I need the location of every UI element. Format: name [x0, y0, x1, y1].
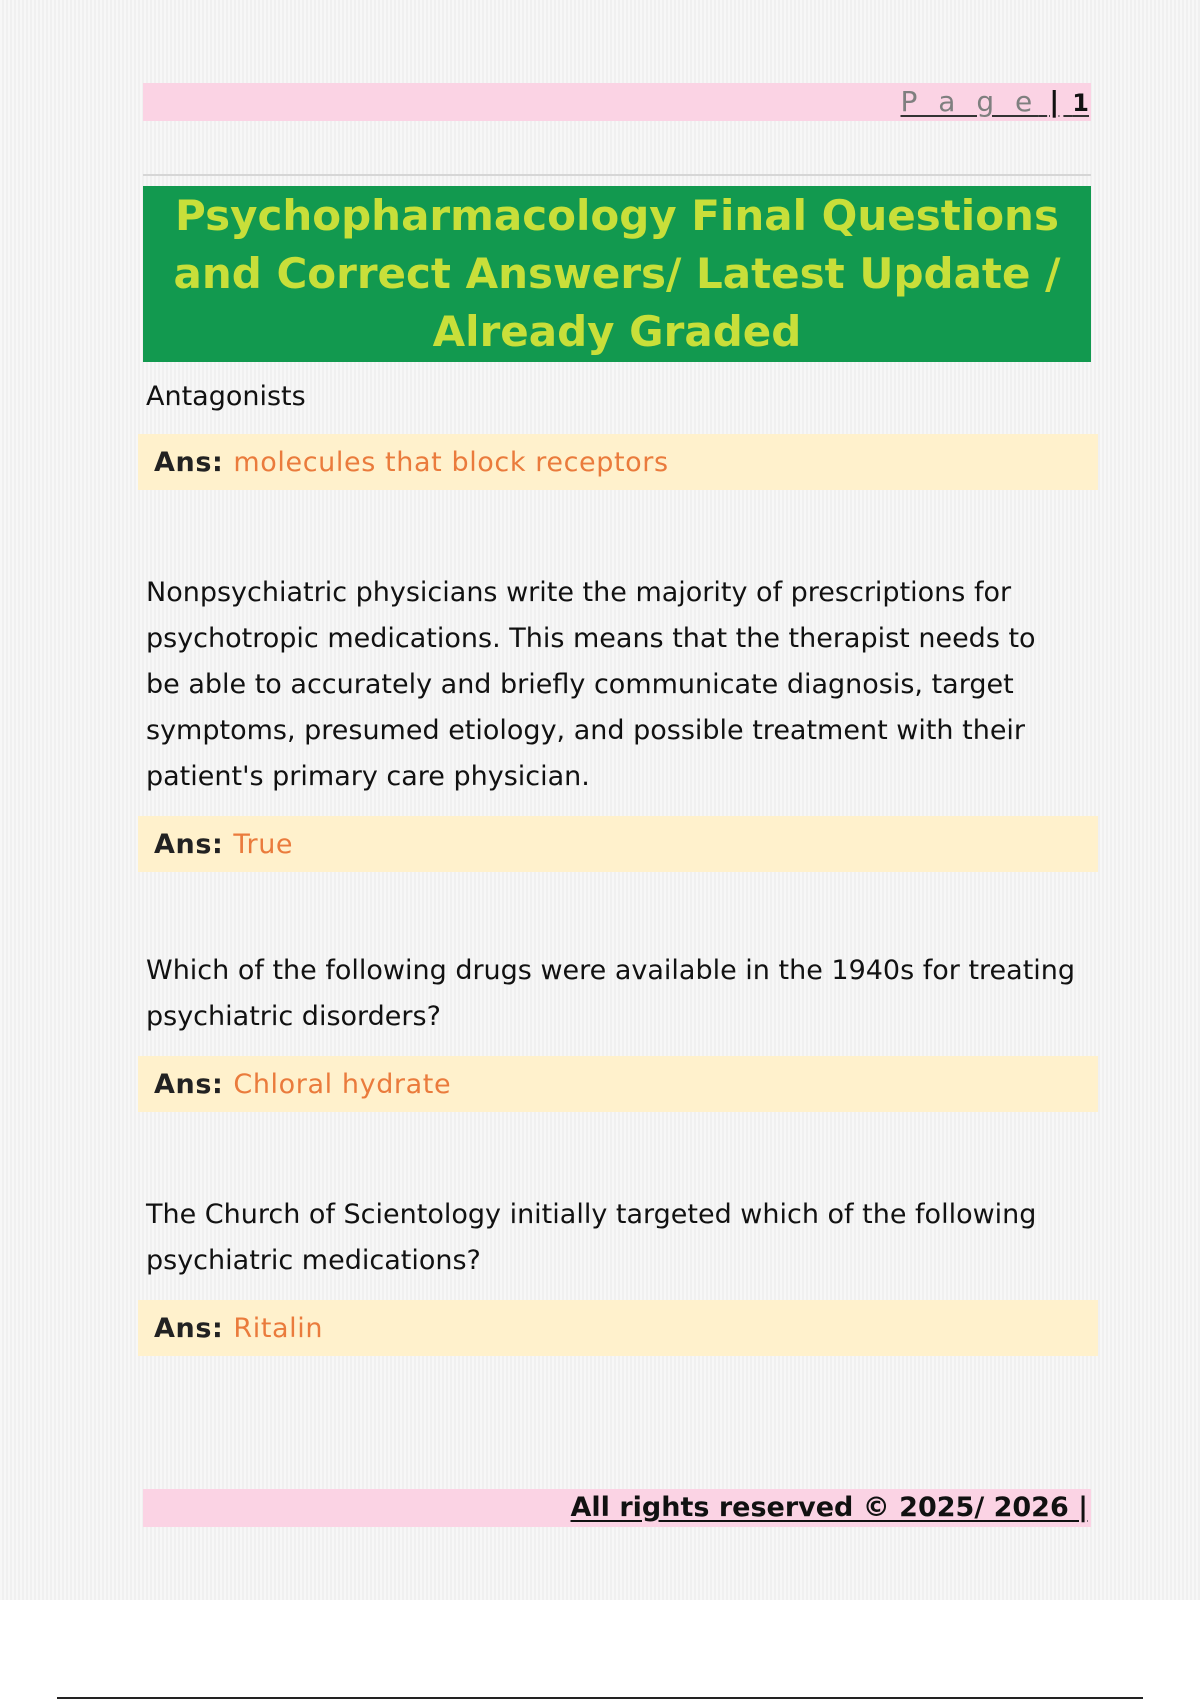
page-number-label	[901, 84, 1090, 120]
answer-label: Ans:	[154, 446, 224, 478]
title-banner	[143, 186, 1091, 362]
qa-item	[138, 374, 1098, 490]
page-separator: |	[1049, 85, 1060, 118]
question-text: Nonpsychiatric physicians write the majority of prescriptions for psychotropic medications. This means that the therapist needs to be able to accurately and briefly communicate diagnosis, target symptoms, presumed etiology, and possible treatment with their patient's primary care physician.	[146, 577, 1036, 792]
qa-item	[138, 1192, 1098, 1356]
answer-text: True	[233, 828, 294, 860]
answer-text: molecules that block receptors	[233, 446, 669, 478]
answer-text: Ritalin	[233, 1312, 324, 1344]
question-text: The Church of Scientology initially targeted which of the following psychiatric medications?	[146, 1199, 1037, 1276]
answer-box	[138, 434, 1098, 490]
answer-label: Ans:	[154, 828, 224, 860]
answer-label: Ans:	[154, 1068, 224, 1100]
copyright-footer: All rights reserved © 2025/ 2026 |	[570, 1492, 1088, 1523]
document-title: Psychopharmacology Final Questions and Correct Answers/ Latest Update / Already Graded	[173, 191, 1061, 356]
qa-item	[138, 948, 1098, 1112]
page-bottom-divider	[57, 1697, 1143, 1699]
answer-text: Chloral hydrate	[233, 1068, 452, 1100]
question-text: Which of the following drugs were available in the 1940s for treating psychiatric disorders?	[146, 955, 1076, 1032]
answer-box	[138, 1300, 1098, 1356]
answer-box	[138, 816, 1098, 872]
question-text: Antagonists	[146, 381, 306, 412]
answer-box	[138, 1056, 1098, 1112]
answer-label: Ans:	[154, 1312, 224, 1344]
qa-item	[138, 570, 1098, 872]
page-number: 1	[1072, 89, 1089, 117]
header-divider	[143, 174, 1091, 176]
page-label: P a g e	[900, 85, 1039, 118]
